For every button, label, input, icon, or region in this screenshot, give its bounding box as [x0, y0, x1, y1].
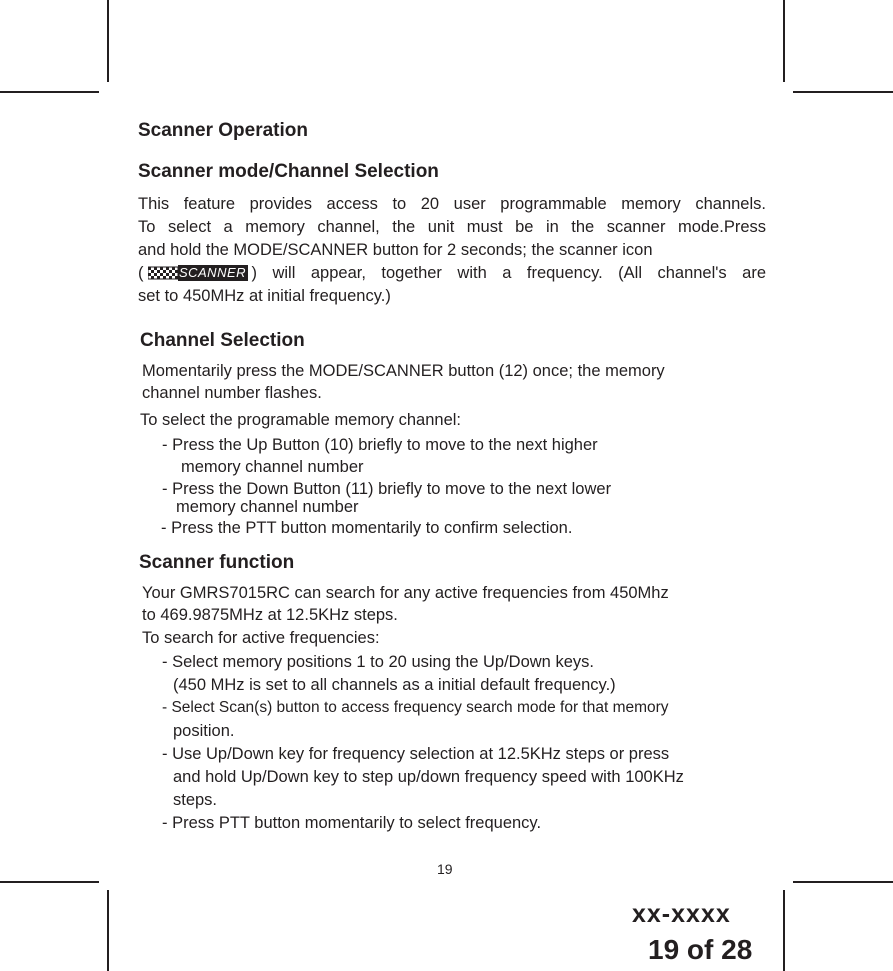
- page-of-total: 19 of 28: [648, 934, 753, 965]
- crop-mark-top-right-vertical: [783, 0, 785, 82]
- channel-intro-line-1: Momentarily press the MODE/SCANNER button (12) once; the memory: [142, 362, 665, 380]
- scanner-icon-label: SCANNER: [178, 264, 247, 280]
- mode-selection-line-4-rest: ) will appear, together with a frequency. (All channel's are: [251, 264, 766, 282]
- crop-mark-top-left-horizontal: [0, 91, 99, 93]
- function-step-2a: - Select Scan(s) button to access frequency search mode for that memory: [162, 699, 669, 716]
- page-number: 19: [437, 861, 453, 877]
- function-step-1: - Select memory positions 1 to 20 using the Up/Down keys.: [162, 653, 594, 671]
- mode-selection-line-2: To select a memory channel, the unit must be in the scanner mode.Press: [138, 218, 766, 236]
- mode-selection-line-1: This feature provides access to 20 user programmable memory channels.: [138, 195, 766, 213]
- heading-scanner-operation: Scanner Operation: [138, 120, 308, 141]
- crop-mark-bottom-right-horizontal: [793, 881, 893, 883]
- crop-mark-bottom-left-vertical: [107, 890, 109, 971]
- function-step-1-note: (450 MHz is set to all channels as a initial default frequency.): [173, 676, 616, 694]
- icon-open-paren: (: [138, 264, 144, 282]
- function-step-3b: and hold Up/Down key to step up/down frequency speed with 100KHz: [173, 768, 684, 786]
- channel-step-1a: - Press the Up Button (10) briefly to move to the next higher: [162, 436, 598, 454]
- channel-step-2a: - Press the Down Button (11) briefly to move to the next lower: [162, 480, 612, 498]
- mode-selection-line-4: [138, 264, 766, 283]
- channel-intro-line-2: channel number flashes.: [142, 384, 322, 402]
- function-step-3c: steps.: [173, 791, 218, 809]
- document-code: xx-xxxx: [632, 900, 731, 928]
- mode-selection-line-5: set to 450MHz at initial frequency.): [138, 287, 391, 305]
- channel-to-select: To select the programable memory channel:: [140, 411, 461, 429]
- crop-mark-bottom-left-horizontal: [0, 881, 99, 883]
- function-step-3a: - Use Up/Down key for frequency selection at 12.5KHz steps or press: [162, 745, 670, 763]
- function-intro-line-2: to 469.9875MHz at 12.5KHz steps.: [142, 606, 398, 624]
- heading-mode-selection: Scanner mode/Channel Selection: [138, 161, 439, 182]
- mode-selection-line-3: and hold the MODE/SCANNER button for 2 seconds; the scanner icon: [138, 241, 653, 259]
- scanner-icon: [148, 265, 248, 281]
- channel-step-1b: memory channel number: [181, 458, 364, 476]
- crop-mark-bottom-right-vertical: [783, 890, 785, 971]
- checkered-flag-icon: [148, 265, 178, 281]
- heading-channel-selection: Channel Selection: [140, 330, 305, 351]
- channel-step-3: - Press the PTT button momentarily to confirm selection.: [161, 519, 573, 537]
- crop-mark-top-left-vertical: [107, 0, 109, 82]
- crop-mark-top-right-horizontal: [793, 91, 893, 93]
- function-intro-line-1: Your GMRS7015RC can search for any active frequencies from 450Mhz: [142, 584, 669, 602]
- function-step-4: - Press PTT button momentarily to select frequency.: [162, 814, 542, 832]
- channel-step-2b: memory channel number: [176, 498, 359, 516]
- heading-scanner-function: Scanner function: [139, 552, 295, 573]
- function-step-2b: position.: [173, 722, 235, 740]
- function-to-search: To search for active frequencies:: [142, 629, 380, 647]
